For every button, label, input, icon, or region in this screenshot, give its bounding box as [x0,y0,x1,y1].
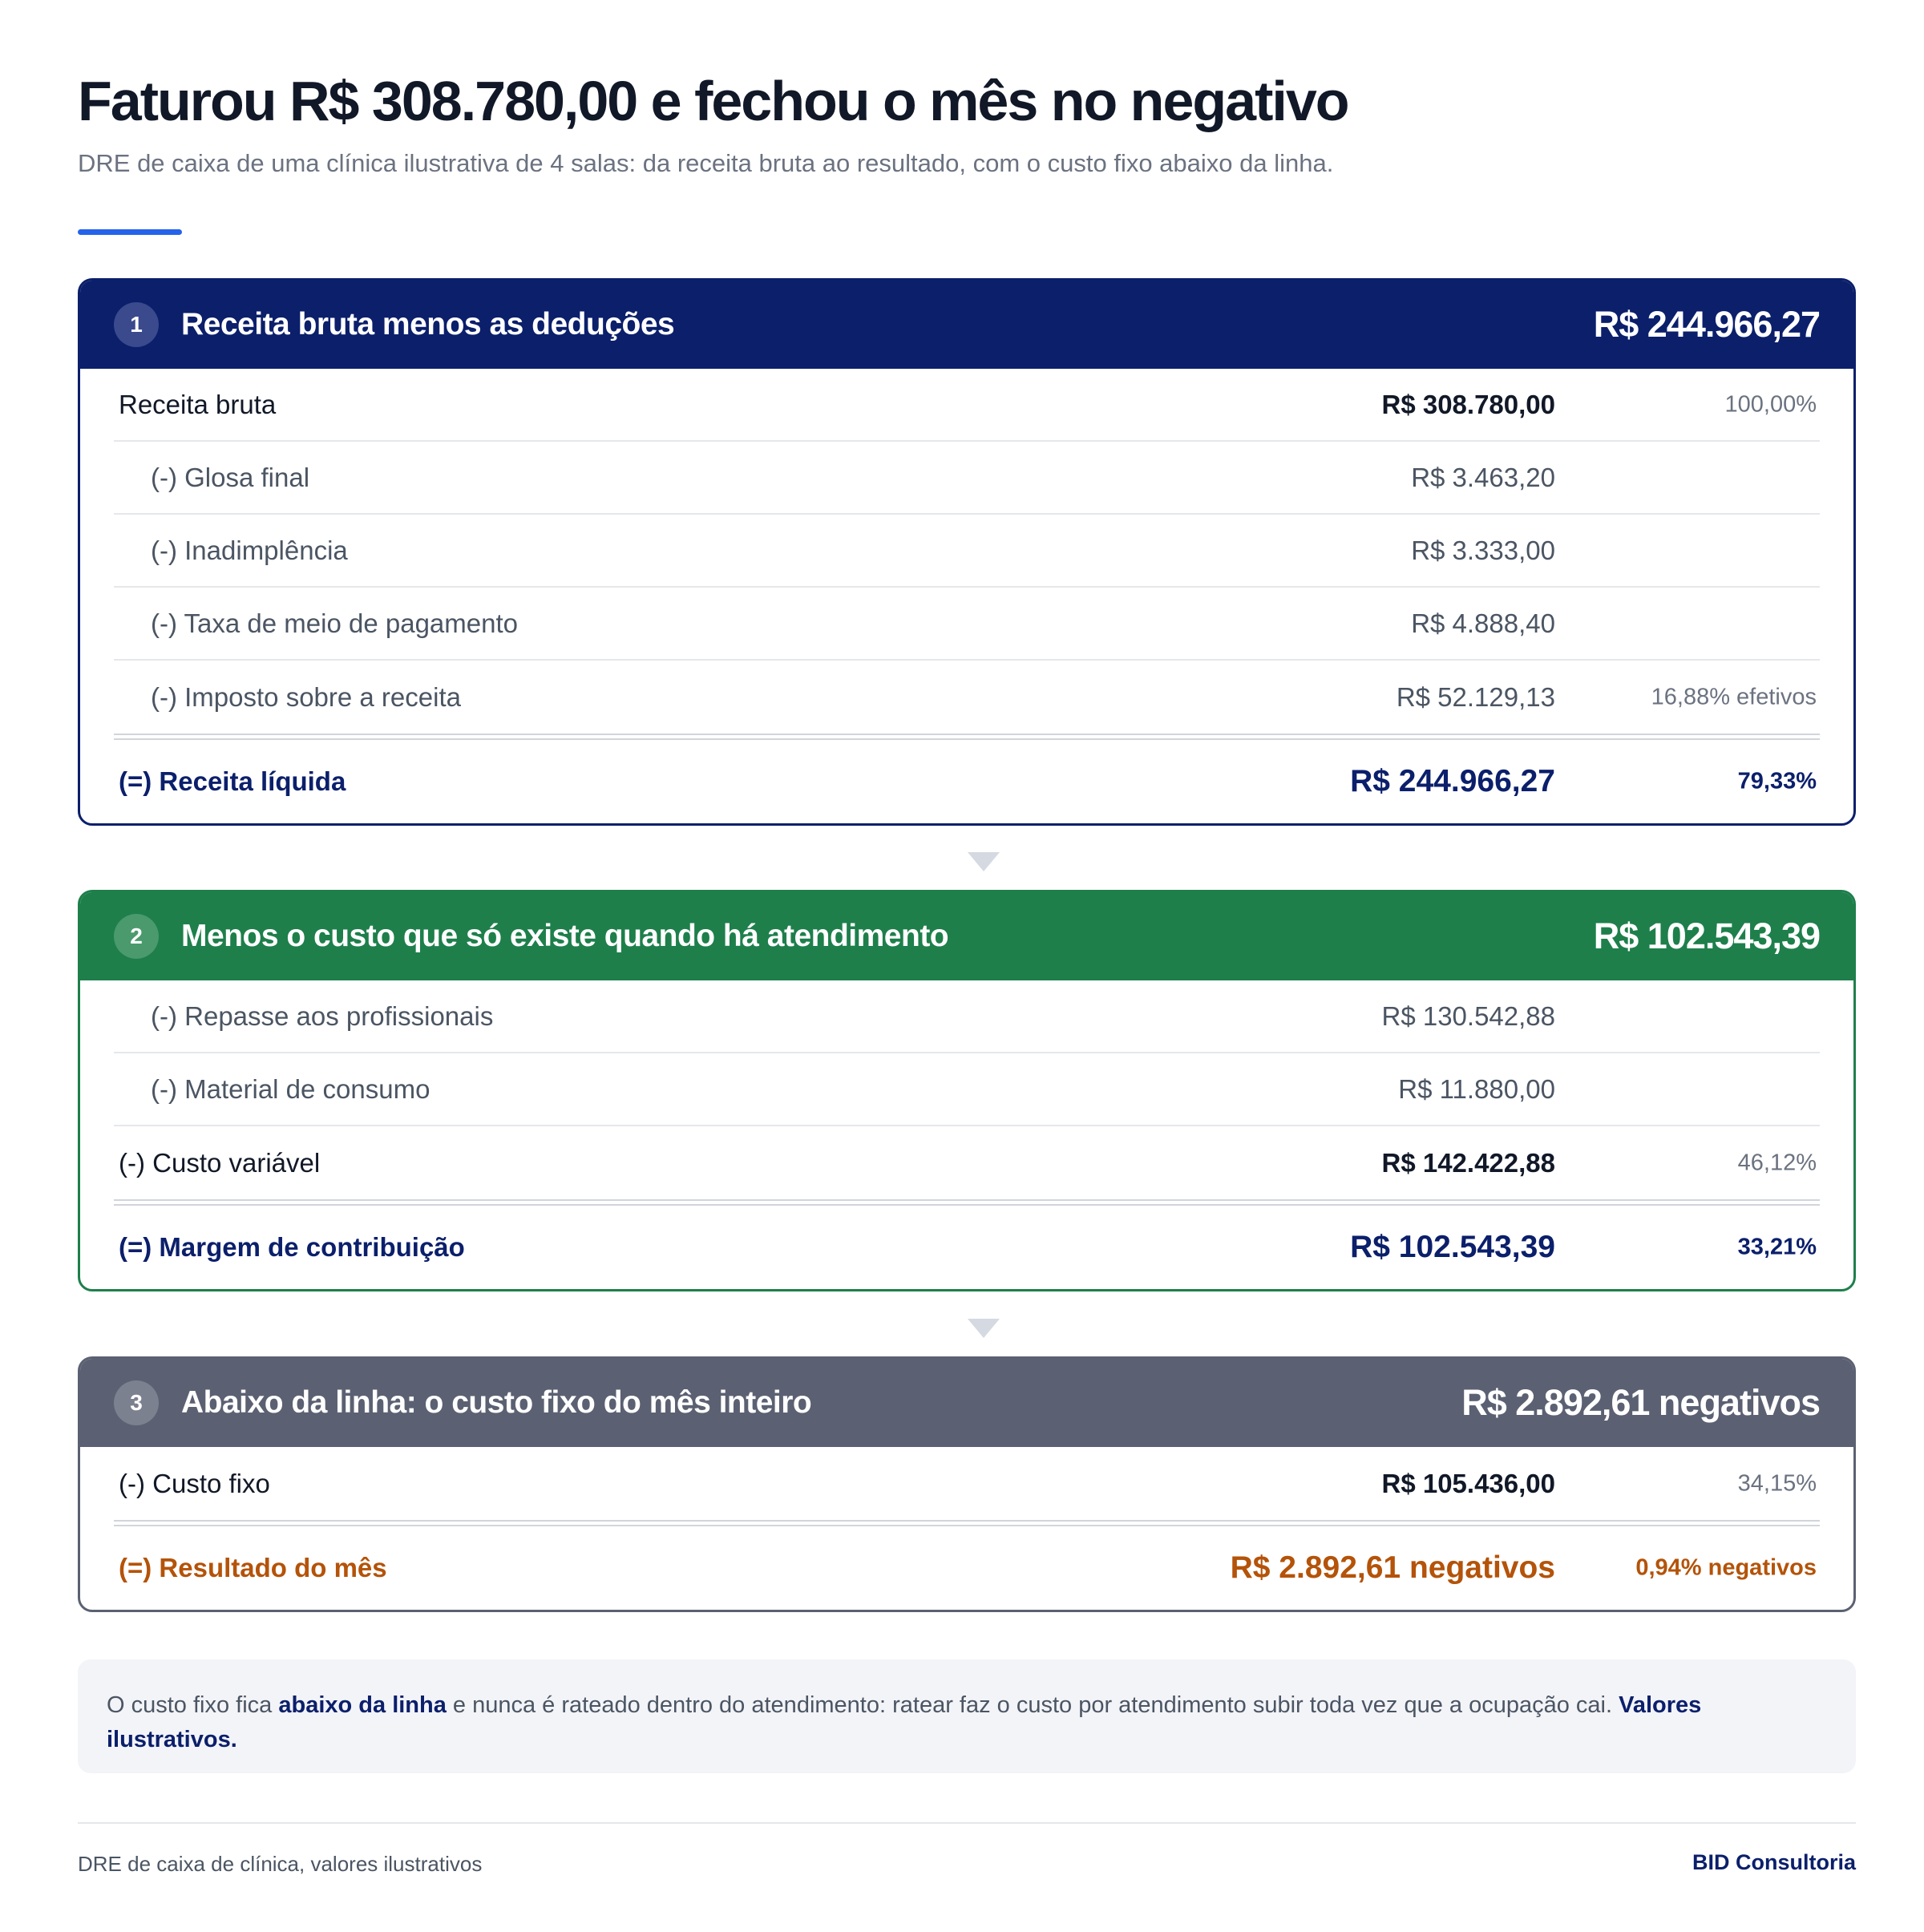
total-label: (=) Receita líquida [119,766,346,796]
section-2-card [78,890,1856,1291]
row-label: (-) Custo fixo [119,1468,270,1498]
row-label: (-) Imposto sobre a receita [151,681,461,712]
section-2-title: Menos o custo que só existe quando há atendimento [181,919,949,953]
row-percent: 34,15% [1737,1470,1817,1496]
table-row [114,661,1820,734]
section-1-rows [80,369,1853,823]
section-2-badge: 2 [114,914,159,959]
section-1-title: Receita bruta menos as deduções [181,307,675,342]
flow-arrow-icon [968,1319,1000,1338]
total-divider [114,734,1820,740]
row-value: R$ 3.333,00 [1411,535,1555,565]
total-percent: 0,94% negativos [1635,1554,1817,1581]
total-row [114,740,1820,823]
note-emphasis: Valores ilustrativos. [107,1692,1702,1752]
row-label: Receita bruta [119,389,277,419]
row-label: (-) Repasse aos profissionais [151,1000,494,1031]
note-text: e nunca é rateado dentro do atendimento: ratear faz o custo por atendimento subir toda vez que a ocupação cai. [446,1692,1619,1718]
row-value: R$ 52.129,13 [1396,681,1555,712]
total-row [114,1526,1820,1610]
section-3-title: Abaixo da linha: o custo fixo do mês inteiro [181,1385,812,1420]
table-row [114,588,1820,661]
page-subtitle: DRE de caixa de uma clínica ilustrativa de 4 salas: da receita bruta ao resultado, com o custo fixo abaixo da linha. [78,149,1334,177]
section-3-header [80,1359,1853,1447]
total-divider [114,1199,1820,1206]
row-label: (-) Custo variável [119,1147,321,1178]
row-value: R$ 105.436,00 [1381,1468,1555,1498]
section-3-rows [80,1447,1853,1610]
section-3-total: R$ 2.892,61 negativos [1461,1382,1820,1423]
total-label: (=) Margem de contribuição [119,1232,465,1262]
total-value: R$ 244.966,27 [1350,764,1555,798]
row-percent: 16,88% efetivos [1651,684,1817,709]
row-percent: 46,12% [1737,1150,1817,1175]
row-value: R$ 130.542,88 [1381,1000,1555,1031]
page-title: Faturou R$ 308.780,00 e fechou o mês no negativo [78,70,1348,132]
note-text: O custo fixo fica [107,1692,279,1718]
section-2-total: R$ 102.543,39 [1593,915,1820,956]
note-emphasis: abaixo da linha [278,1692,447,1718]
section-3-badge: 3 [114,1380,159,1425]
section-2-rows [80,980,1853,1289]
section-1-card [78,278,1856,826]
row-percent: 100,00% [1724,391,1817,417]
total-value: R$ 102.543,39 [1350,1230,1555,1264]
total-percent: 79,33% [1737,768,1817,794]
accent-bar [78,229,182,235]
table-row [114,515,1820,588]
section-2-header [80,892,1853,980]
note-box [78,1659,1856,1773]
footer-brand: BID Consultoria [1692,1850,1856,1874]
row-value: R$ 11.880,00 [1398,1073,1555,1104]
table-row [114,980,1820,1053]
table-row [114,1053,1820,1126]
row-value: R$ 3.463,20 [1411,462,1555,492]
total-row [114,1206,1820,1289]
section-1-header [80,281,1853,369]
table-row [114,1447,1820,1520]
table-row [114,369,1820,442]
section-1-total: R$ 244.966,27 [1593,304,1820,345]
section-1-badge: 1 [114,302,159,347]
total-divider [114,1520,1820,1526]
row-value: R$ 142.422,88 [1381,1147,1555,1178]
row-label: (-) Glosa final [151,462,310,492]
total-value: R$ 2.892,61 negativos [1230,1550,1555,1585]
row-value: R$ 4.888,40 [1411,608,1555,638]
row-label: (-) Inadimplência [151,535,348,565]
table-row [114,1126,1820,1199]
footer-divider [78,1822,1856,1824]
row-label: (-) Taxa de meio de pagamento [151,608,518,638]
footer-caption: DRE de caixa de clínica, valores ilustrativos [78,1852,483,1876]
row-label: (-) Material de consumo [151,1073,430,1104]
section-3-card [78,1356,1856,1612]
row-value: R$ 308.780,00 [1381,389,1555,419]
table-row [114,442,1820,515]
flow-arrow-icon [968,852,1000,871]
total-label: (=) Resultado do mês [119,1553,387,1582]
total-percent: 33,21% [1737,1234,1817,1260]
